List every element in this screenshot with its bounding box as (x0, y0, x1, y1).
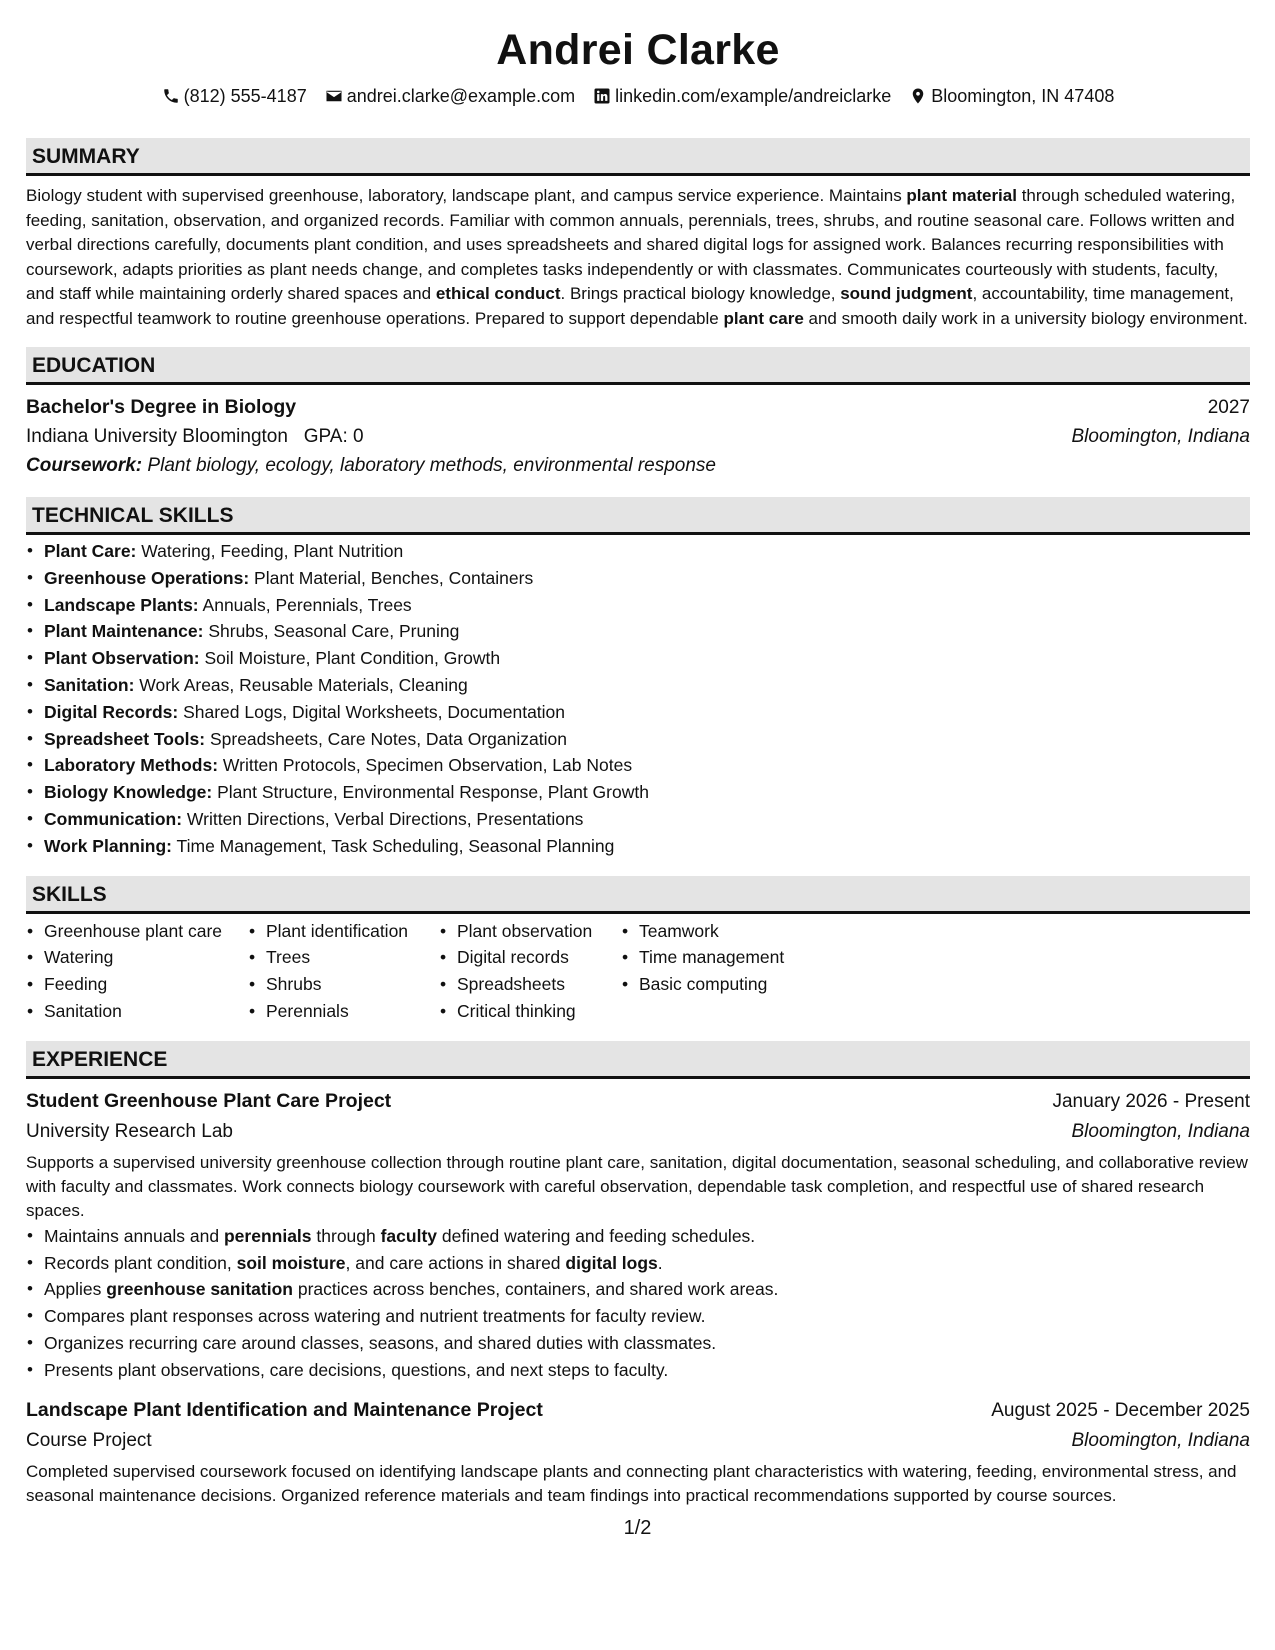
phone-text: (812) 555-4187 (183, 86, 307, 106)
coursework-text: Plant biology, ecology, laboratory methods, environmental response (142, 455, 716, 476)
location-text: Bloomington, IN 47408 (931, 86, 1115, 106)
emphasis: faculty (380, 1225, 438, 1246)
technical-skill-item: • Plant Maintenance: Shrubs, Seasonal Care, Pruning (26, 618, 1250, 645)
skill-category: Digital Records: (44, 701, 179, 722)
technical-skill-item: • Biology Knowledge: Plant Structure, Environmental Response, Plant Growth (26, 779, 1250, 806)
skill-category: Plant Observation: (44, 648, 200, 669)
job-dates: January 2026 - Present (1052, 1090, 1250, 1112)
education-heading: EDUCATION (26, 347, 1250, 385)
linkedin-icon (593, 87, 611, 105)
experience-heading: EXPERIENCE (26, 1041, 1250, 1079)
contact-phone (162, 84, 307, 108)
emphasis: plant care (723, 308, 804, 328)
job-description: Completed supervised coursework focused on identifying landscape plants and connecting plant characteristics with watering, feeding, environmental stress, and seasonal maintenance decisions. Organized reference materials and team findings into practical recommendations supported by course sources. (26, 1461, 1237, 1505)
school-name: Indiana University Bloomington (26, 426, 288, 447)
job-bullet: • Records plant condition, soil moisture, and care actions in shared digital logs. (26, 1250, 1250, 1277)
email-text[interactable]: andrei.clarke@example.com (346, 86, 576, 106)
technical-skill-item: • Greenhouse Operations: Plant Material, Benches, Containers (26, 565, 1250, 592)
skill-category: Plant Maintenance: (44, 621, 204, 642)
gpa: GPA: 0 (303, 426, 364, 447)
coursework (26, 451, 1250, 481)
emphasis: sound judgment (840, 284, 973, 303)
skill-category: Biology Knowledge: (44, 782, 213, 803)
job-description: Supports a supervised university greenhouse collection through routine plant care, sanitation, digital documentation, seasonal scheduling, and collaborative review with faculty and classmates. Work connects biology coursework with careful observation, dependable task completion, and respectful use of shared research spaces. (26, 1152, 1248, 1220)
school-location: Bloomington, Indiana (1071, 426, 1250, 447)
skill-category: Landscape Plants: (44, 594, 199, 615)
skill-item: • Digital records (439, 944, 621, 971)
skill-item: • Trees (248, 944, 439, 971)
technical-skill-item: • Plant Observation: Soil Moisture, Plant Condition, Growth (26, 645, 1250, 672)
skill-category: Plant Care: (44, 541, 137, 561)
coursework-label: Coursework: (26, 455, 143, 476)
job-location: Bloomington, Indiana (1071, 1120, 1250, 1142)
envelope-icon (325, 87, 343, 105)
contact-linkedin[interactable] (593, 84, 891, 108)
job-bullet: • Maintains annuals and perennials through faculty defined watering and feeding schedules. (26, 1223, 1250, 1250)
resume-page (26, 0, 1250, 1508)
skills-column (621, 918, 821, 1025)
skill-category: Work Planning: (44, 835, 173, 856)
skill-item: • Teamwork (621, 918, 821, 945)
phone-icon (162, 87, 180, 105)
graduation-year: 2027 (1207, 397, 1250, 418)
skill-item: • Critical thinking (439, 998, 621, 1025)
skill-category: Sanitation: (44, 674, 135, 695)
experience-entry (26, 1087, 1250, 1384)
candidate-name: Andrei Clarke (496, 26, 780, 74)
skill-item: • Plant observation (439, 918, 621, 945)
emphasis: soil moisture (236, 1252, 346, 1273)
skill-item: • Shrubs (248, 971, 439, 998)
linkedin-text[interactable]: linkedin.com/example/andreiclarke (615, 86, 892, 106)
job-bullet: • Applies greenhouse sanitation practices across benches, containers, and shared work areas. (26, 1276, 1250, 1303)
skills-heading: SKILLS (26, 876, 1250, 914)
contact-bar (26, 84, 1250, 108)
experience-entry (26, 1396, 1250, 1508)
technical-skills-list (26, 538, 1250, 860)
skill-item: • Basic computing (621, 971, 821, 998)
degree: Bachelor's Degree in Biology (26, 396, 297, 418)
skill-category: Communication: (44, 808, 183, 829)
summary-text: Biology student with supervised greenhouse, laboratory, landscape plant, and campus service experience. Maintains plant material through scheduled watering, feeding, sanitation, observation, and organized records. Familiar with common annuals, perennials, trees, shrubs, and routine seasonal care. Follows written and verbal directions carefully, documents plant condition, and uses spreadsheets and shared digital logs for assigned work. Balances recurring responsibilities with coursework, adapts priorities as plant needs change, and completes tasks independently or with classmates. Communicates courteously with students, faculty, and staff while maintaining orderly shared spaces and ethical conduct. Brings practical biology knowledge, sound judgment, accountability, time management, and respectful teamwork to routine greenhouse operations. Prepared to support dependable plant care and smooth daily work in a university biology environment. (26, 186, 1248, 328)
map-pin-icon (909, 87, 927, 105)
technical-skills-heading: TECHNICAL SKILLS (26, 497, 1250, 535)
job-bullets (26, 1223, 1250, 1384)
technical-skill-item: • Communication: Written Directions, Verbal Directions, Presentations (26, 806, 1250, 833)
job-bullet: • Presents plant observations, care decisions, questions, and next steps to faculty. (26, 1357, 1250, 1384)
job-organization: University Research Lab (26, 1120, 233, 1142)
job-organization: Course Project (26, 1429, 152, 1451)
education-entry (26, 393, 1250, 481)
skill-category: Spreadsheet Tools: (44, 728, 206, 749)
skill-category: Greenhouse Operations: (44, 567, 250, 588)
job-title: Student Greenhouse Plant Care Project (26, 1089, 392, 1112)
emphasis: digital logs (565, 1252, 658, 1273)
emphasis: perennials (223, 1225, 312, 1246)
job-bullet: • Compares plant responses across watering and nutrient treatments for faculty review. (26, 1303, 1250, 1330)
skills-column (439, 918, 621, 1025)
job-title: Landscape Plant Identification and Maintenance Project (26, 1398, 543, 1421)
skill-item: • Spreadsheets (439, 971, 621, 998)
job-bullet: • Organizes recurring care around classes, seasons, and shared duties with classmates. (26, 1330, 1250, 1357)
skill-item: • Sanitation (26, 998, 248, 1025)
emphasis: ethical conduct (435, 284, 561, 303)
summary-heading: SUMMARY (26, 138, 1250, 176)
emphasis: plant material (906, 186, 1017, 205)
technical-skill-item: • Sanitation: Work Areas, Reusable Materials, Cleaning (26, 672, 1250, 699)
emphasis: greenhouse sanitation (106, 1279, 293, 1300)
skills-column (248, 918, 439, 1025)
skills-grid (26, 918, 1250, 1025)
technical-skill-item: • Digital Records: Shared Logs, Digital Worksheets, Documentation (26, 699, 1250, 726)
technical-skill-item: • Work Planning: Time Management, Task Scheduling, Seasonal Planning (26, 833, 1250, 860)
skill-item: • Feeding (26, 971, 248, 998)
skill-item: • Perennials (248, 998, 439, 1025)
contact-location (909, 84, 1114, 108)
job-dates: August 2025 - December 2025 (991, 1399, 1250, 1421)
technical-skill-item: • Plant Care: Watering, Feeding, Plant Nutrition (26, 538, 1250, 565)
skill-item: • Plant identification (248, 918, 439, 945)
page-number: 1/2 (623, 1517, 652, 1539)
technical-skill-item: • Laboratory Methods: Written Protocols, Specimen Observation, Lab Notes (26, 752, 1250, 779)
skill-item: • Watering (26, 944, 248, 971)
skill-item: • Greenhouse plant care (26, 918, 248, 945)
skills-column (26, 918, 248, 1025)
skill-item: • Time management (621, 944, 821, 971)
skill-category: Laboratory Methods: (44, 755, 219, 776)
contact-email[interactable] (325, 84, 575, 108)
job-location: Bloomington, Indiana (1071, 1429, 1250, 1451)
technical-skill-item: • Spreadsheet Tools: Spreadsheets, Care Notes, Data Organization (26, 726, 1250, 753)
technical-skill-item: • Landscape Plants: Annuals, Perennials, Trees (26, 592, 1250, 619)
school-line (26, 422, 364, 451)
experience-list (26, 1087, 1250, 1508)
